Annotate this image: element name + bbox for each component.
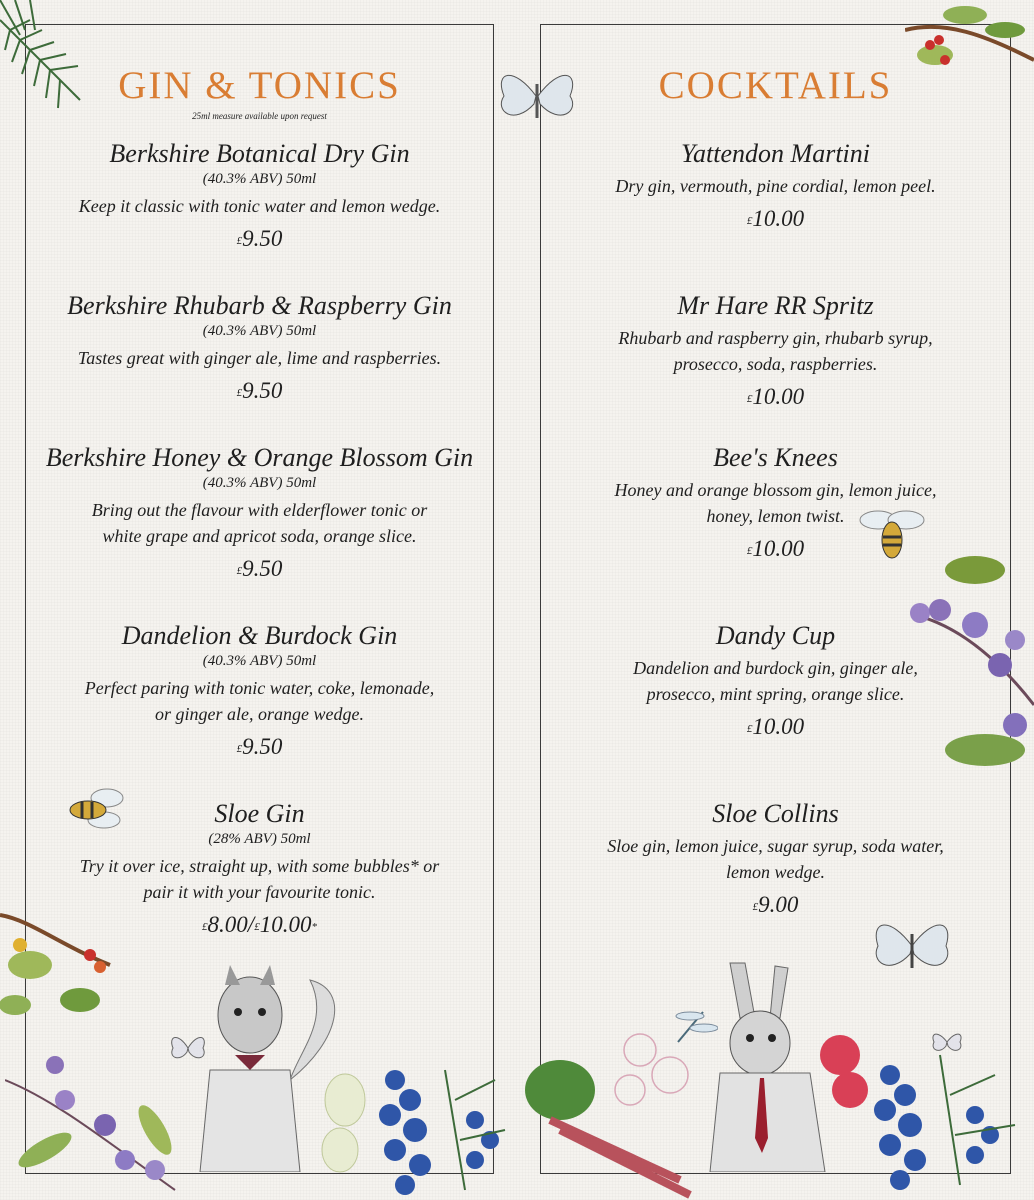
butterfly-icon xyxy=(868,908,956,983)
item-description: Dandelion and burdock gin, ginger ale, prosecco, mint spring, orange slice. xyxy=(633,658,918,704)
item-name: Berkshire Botanical Dry Gin xyxy=(109,139,410,168)
item-price: £9.50 xyxy=(236,556,283,581)
item-description: Rhubarb and raspberry gin, rhubarb syrup, prosecco, soda, raspberries. xyxy=(618,328,933,374)
item-name: Yattendon Martini xyxy=(680,139,870,168)
berry-branch-icon xyxy=(0,905,125,1025)
item-name: Dandy Cup xyxy=(715,621,836,650)
item-abv: (40.3% ABV) 50ml xyxy=(202,171,317,187)
item-description: Honey and orange blossom gin, lemon juice, honey, lemon twist. xyxy=(614,480,937,526)
item-name: Bee's Knees xyxy=(713,443,838,472)
item-description: Bring out the flavour with elderflower tonic or white grape and apricot soda, orange slice. xyxy=(91,500,428,546)
item-description: Tastes great with ginger ale, lime and raspberries. xyxy=(77,348,442,368)
raspberry-icon xyxy=(815,1015,1034,1200)
item-price: £10.00 xyxy=(746,536,805,561)
raspberry-icon xyxy=(520,1020,720,1200)
pine-branch-icon xyxy=(0,0,95,115)
item-price: £10.00 xyxy=(746,714,805,739)
berry-branch-icon xyxy=(315,1040,515,1200)
berry-branch-icon xyxy=(905,545,1034,775)
item-name: Sloe Collins xyxy=(712,799,839,828)
item-name: Mr Hare RR Spritz xyxy=(677,291,874,320)
cocktail-item-martini xyxy=(541,139,1010,233)
berry-branch-icon xyxy=(905,0,1034,85)
cocktail-item-spritz xyxy=(541,291,1010,411)
item-name: Dandelion & Burdock Gin xyxy=(121,621,398,650)
item-description: Try it over ice, straight up, with some bubbles* or pair it with your favourite tonic. xyxy=(79,856,440,902)
item-price: £10.00 xyxy=(746,384,805,409)
item-price: £8.00/£10.00* xyxy=(202,912,317,937)
cocktails-heading: COCKTAILS xyxy=(658,64,893,107)
item-name: Berkshire Rhubarb & Raspberry Gin xyxy=(67,291,452,320)
item-description: Perfect paring with tonic water, coke, lemonade, or ginger ale, orange wedge. xyxy=(84,678,435,724)
item-price: £9.50 xyxy=(236,378,283,403)
item-price: £9.50 xyxy=(236,226,283,251)
item-description: Sloe gin, lemon juice, sugar syrup, soda water, lemon wedge. xyxy=(607,836,944,882)
butterfly-icon xyxy=(494,56,580,136)
gin-item-botanical xyxy=(26,139,493,253)
item-price: £10.00 xyxy=(746,206,805,231)
gin-item-honey xyxy=(26,443,493,583)
item-abv: (40.3% ABV) 50ml xyxy=(202,323,317,339)
item-name: Sloe Gin xyxy=(214,799,305,828)
gin-tonics-heading: GIN & TONICS xyxy=(118,64,401,107)
item-abv: (40.3% ABV) 50ml xyxy=(202,475,317,491)
gin-item-dandelion xyxy=(26,621,493,761)
item-price: £9.00 xyxy=(752,892,799,917)
item-abv: (40.3% ABV) 50ml xyxy=(202,653,317,669)
item-description: Dry gin, vermouth, pine cordial, lemon peel. xyxy=(615,176,936,196)
item-description: Keep it classic with tonic water and lemon wedge. xyxy=(78,196,441,216)
item-price: £9.50 xyxy=(236,734,283,759)
gin-item-rhubarb xyxy=(26,291,493,405)
item-name: Berkshire Honey & Orange Blossom Gin xyxy=(45,443,474,472)
berry-branch-icon xyxy=(5,1040,185,1200)
measure-note: 25ml measure available upon request xyxy=(192,111,327,121)
item-abv: (28% ABV) 50ml xyxy=(208,831,311,847)
bee-icon xyxy=(62,780,128,842)
cocktail-item-sloe-collins xyxy=(541,799,1010,919)
